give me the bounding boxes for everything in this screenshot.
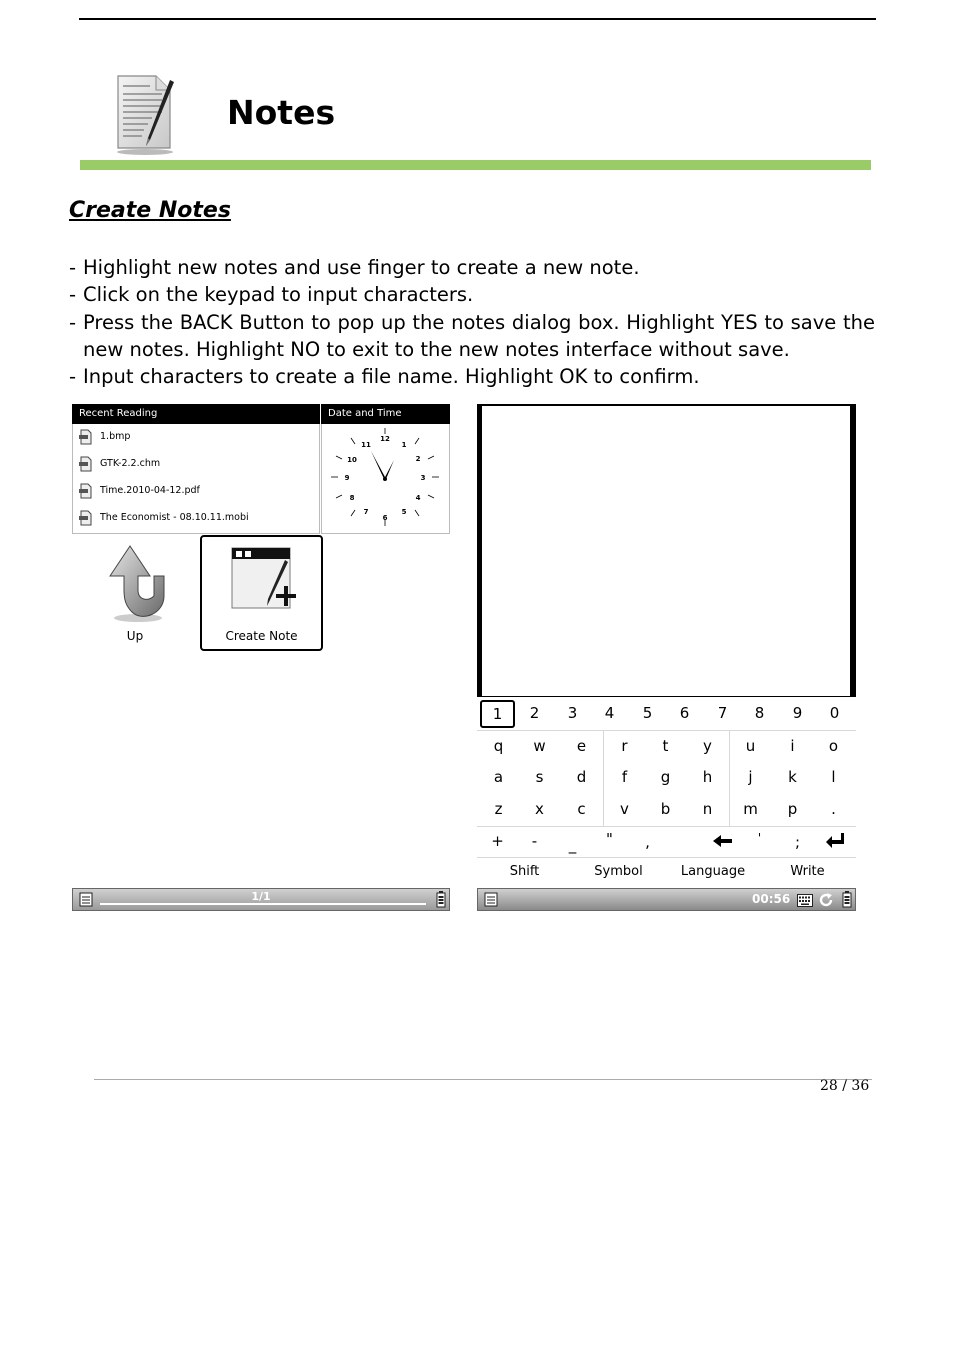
key-apostrophe[interactable]: ': [757, 831, 762, 845]
key-y[interactable]: y: [703, 737, 712, 755]
battery-icon: [842, 891, 852, 908]
key-0[interactable]: 0: [829, 704, 840, 722]
key-c[interactable]: c: [577, 800, 586, 818]
document-pen-icon: [112, 74, 178, 156]
instruction-item: - Click on the keypad to input characters.: [69, 281, 875, 308]
up-arrow-icon: [102, 542, 168, 624]
home-screen-screenshot: [72, 404, 450, 911]
key-underscore[interactable]: _: [568, 836, 577, 854]
recent-item-label: The Economist - 08.10.11.mobi: [100, 512, 249, 523]
date-time-header: Date and Time: [321, 404, 450, 424]
key-w[interactable]: w: [533, 737, 546, 755]
section-heading: Create Notes: [69, 198, 231, 223]
keyboard-icon[interactable]: [797, 894, 813, 907]
clock-number: 9: [344, 474, 350, 482]
clock-number: 12: [380, 435, 390, 443]
recent-item-label: Time.2010-04-12.pdf: [100, 485, 200, 496]
clock-number: 6: [382, 514, 388, 522]
onscreen-keyboard: [477, 697, 856, 887]
key-o[interactable]: o: [828, 737, 839, 755]
key-s[interactable]: s: [535, 768, 544, 786]
key-3[interactable]: 3: [567, 704, 578, 722]
recent-reading-header: Recent Reading: [72, 404, 320, 424]
instruction-item: - Highlight new notes and use finger to create a new note.: [69, 254, 875, 281]
key-r[interactable]: r: [621, 737, 628, 755]
key-period[interactable]: .: [831, 800, 836, 818]
clock-number: 7: [363, 508, 369, 516]
enter-icon[interactable]: [817, 829, 852, 853]
file-icon: [79, 510, 93, 526]
key-x[interactable]: x: [535, 800, 544, 818]
key-plus[interactable]: +: [491, 832, 504, 850]
key-u[interactable]: u: [745, 737, 756, 755]
title-underline-bar: [80, 160, 871, 170]
instruction-item: - Press the BACK Button to pop up the notes dialog box. Highlight YES to save the new notes. Highlight NO to exit to the new notes interface without save.: [69, 309, 875, 364]
clock-number: 10: [347, 456, 357, 464]
file-icon: [79, 483, 93, 499]
clock-number: 11: [361, 441, 371, 449]
note-drawing-canvas[interactable]: [477, 404, 856, 697]
file-icon: [79, 429, 93, 445]
recent-item-label: 1.bmp: [100, 431, 131, 442]
clock-panel: [321, 424, 450, 534]
create-note-icon: [230, 546, 300, 616]
recent-reading-list: [72, 424, 320, 534]
clock-number: 5: [401, 508, 407, 516]
key-6[interactable]: 6: [679, 704, 690, 722]
page-title: Notes: [227, 93, 336, 132]
key-k[interactable]: k: [788, 768, 797, 786]
tile-label: Up: [126, 629, 144, 643]
clock-number: 4: [415, 494, 421, 502]
symbol-button[interactable]: Symbol: [594, 864, 643, 879]
refresh-icon[interactable]: [818, 892, 834, 908]
key-a[interactable]: a: [493, 768, 504, 786]
key-7[interactable]: 7: [717, 704, 728, 722]
language-button[interactable]: Language: [680, 864, 746, 879]
note-editor-screenshot: [477, 404, 856, 911]
clock-number: 2: [415, 455, 421, 463]
key-h[interactable]: h: [702, 768, 713, 786]
analog-clock: [322, 424, 449, 534]
key-i[interactable]: i: [790, 737, 795, 755]
status-time: 00:56: [752, 892, 791, 906]
key-1[interactable]: 1: [480, 700, 515, 728]
key-t[interactable]: t: [662, 737, 669, 755]
page-indicator: 1/1: [251, 890, 271, 903]
key-comma[interactable]: ,: [645, 833, 650, 851]
key-b[interactable]: b: [660, 800, 671, 818]
key-n[interactable]: n: [702, 800, 713, 818]
key-j[interactable]: j: [748, 768, 753, 786]
clock-number: 3: [420, 474, 426, 482]
key-m[interactable]: m: [743, 800, 758, 818]
menu-icon[interactable]: [484, 892, 498, 907]
status-bar: [477, 888, 856, 911]
key-v[interactable]: v: [620, 800, 629, 818]
top-rule: [79, 18, 876, 20]
key-quote[interactable]: ": [606, 830, 613, 848]
up-tile[interactable]: [74, 536, 196, 652]
instruction-item: - Input characters to create a file name. Highlight OK to confirm.: [69, 363, 875, 390]
write-button[interactable]: Write: [790, 864, 825, 879]
footer-rule: [94, 1079, 872, 1080]
key-4[interactable]: 4: [604, 704, 615, 722]
key-p[interactable]: p: [787, 800, 798, 818]
status-bar: [72, 888, 450, 911]
clock-number: 1: [401, 441, 407, 449]
key-8[interactable]: 8: [754, 704, 765, 722]
key-minus[interactable]: -: [531, 832, 538, 850]
page-number: 28 / 36: [820, 1078, 870, 1094]
key-semicolon[interactable]: ;: [794, 833, 801, 851]
clock-number: 8: [349, 494, 355, 502]
key-e[interactable]: e: [576, 737, 587, 755]
key-f[interactable]: f: [621, 768, 628, 786]
battery-icon: [436, 891, 446, 908]
backspace-icon[interactable]: [705, 829, 740, 853]
instruction-list: [69, 254, 875, 390]
tile-label: Create Note: [225, 629, 298, 643]
key-g[interactable]: g: [660, 768, 671, 786]
key-5[interactable]: 5: [642, 704, 653, 722]
file-icon: [79, 456, 93, 472]
key-z[interactable]: z: [494, 800, 503, 818]
page-progress-bar: [100, 903, 426, 905]
key-9[interactable]: 9: [792, 704, 803, 722]
recent-item-label: GTK-2.2.chm: [100, 458, 161, 469]
create-note-tile[interactable]: [200, 535, 323, 651]
key-l[interactable]: l: [831, 768, 836, 786]
key-d[interactable]: d: [576, 768, 587, 786]
key-2[interactable]: 2: [529, 704, 540, 722]
key-q[interactable]: q: [493, 737, 504, 755]
shift-button[interactable]: Shift: [509, 864, 540, 879]
